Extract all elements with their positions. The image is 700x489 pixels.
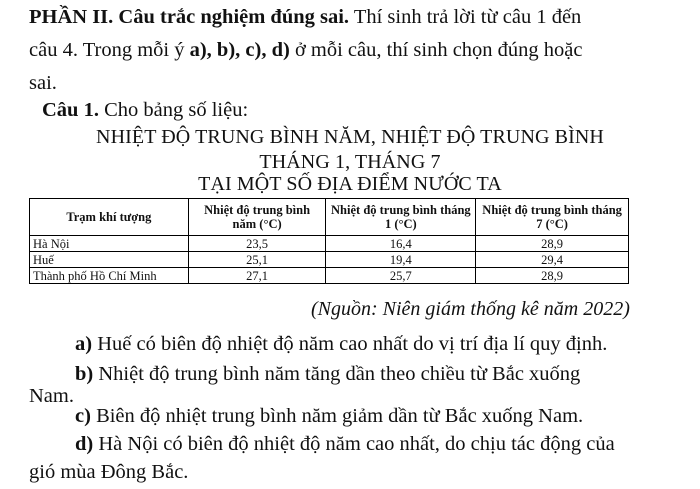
table-row <box>30 252 629 268</box>
header-annual-temp: Nhiệt độ trung bình năm (°C) <box>188 199 326 236</box>
question-label: Câu 1. <box>42 99 99 121</box>
cell-station: Huế <box>30 252 189 268</box>
cell-jan: 19,4 <box>326 252 476 268</box>
header-jan-temp: Nhiệt độ trung bình tháng 1 (°C) <box>326 199 476 236</box>
question-intro: Cho bảng số liệu: <box>98 99 249 121</box>
cell-jan: 25,7 <box>326 268 476 284</box>
section-instruction-part2a: câu 4. Trong mỗi ý <box>29 39 190 61</box>
cell-annual: 23,5 <box>188 236 326 252</box>
statement-d-continuation: gió mùa Đông Bắc. <box>29 461 189 483</box>
statement-d <box>75 432 615 456</box>
section-instruction-line2 <box>29 38 583 62</box>
header-station: Trạm khí tượng <box>30 199 189 236</box>
statement-c-label: c) <box>75 405 91 427</box>
section-heading: PHẦN II. Câu trắc nghiệm đúng sai. <box>29 6 350 28</box>
section-instruction-line3: sai. <box>29 72 57 94</box>
statement-c <box>75 404 583 428</box>
cell-annual: 27,1 <box>188 268 326 284</box>
statement-c-text: Biên độ nhiệt trung bình năm giảm dần từ Bắc xuống Nam. <box>90 405 584 427</box>
statement-b-label: b) <box>75 363 94 385</box>
cell-jul: 28,9 <box>476 236 629 252</box>
statement-b-text: Nhiệt độ trung bình năm tăng dần theo chiều từ Bắc xuống <box>93 363 581 385</box>
table-row <box>30 268 629 284</box>
table-title-line3: TẠI MỘT SỐ ĐỊA ĐIỂM NƯỚC TA <box>198 173 502 195</box>
statement-a <box>75 332 607 356</box>
statement-a-text: Huế có biên độ nhiệt độ năm cao nhất do vị trí địa lí quy định. <box>92 333 608 355</box>
statement-a-label: a) <box>75 333 93 355</box>
section-option-labels: a), b), c), d) <box>189 39 290 61</box>
cell-jul: 29,4 <box>476 252 629 268</box>
section-instruction-part2c: ở mỗi câu, thí sinh chọn đúng hoặc <box>289 39 583 61</box>
statement-d-label: d) <box>75 433 94 455</box>
section-instruction-part1: Thí sinh trả lời từ câu 1 đến <box>349 6 582 28</box>
section-heading-line <box>29 5 581 29</box>
table-title-line2: THÁNG 1, THÁNG 7 <box>259 151 441 173</box>
cell-jan: 16,4 <box>326 236 476 252</box>
statement-b-continuation: Nam. <box>29 385 74 407</box>
cell-jul: 28,9 <box>476 268 629 284</box>
cell-station: Thành phố Hồ Chí Minh <box>30 268 189 284</box>
table-source: (Nguồn: Niên giám thống kê năm 2022) <box>311 298 630 320</box>
cell-annual: 25,1 <box>188 252 326 268</box>
temperature-table <box>29 198 629 284</box>
statement-d-text: Hà Nội có biên độ nhiệt độ năm cao nhất, do chịu tác động của <box>93 433 615 455</box>
table-header-row <box>30 199 629 236</box>
cell-station: Hà Nội <box>30 236 189 252</box>
table-title-line1: NHIỆT ĐỘ TRUNG BÌNH NĂM, NHIỆT ĐỘ TRUNG BÌNH <box>96 126 604 148</box>
question-line <box>42 98 248 122</box>
statement-b <box>75 362 580 386</box>
header-jul-temp: Nhiệt độ trung bình tháng 7 (°C) <box>476 199 629 236</box>
table-row <box>30 236 629 252</box>
